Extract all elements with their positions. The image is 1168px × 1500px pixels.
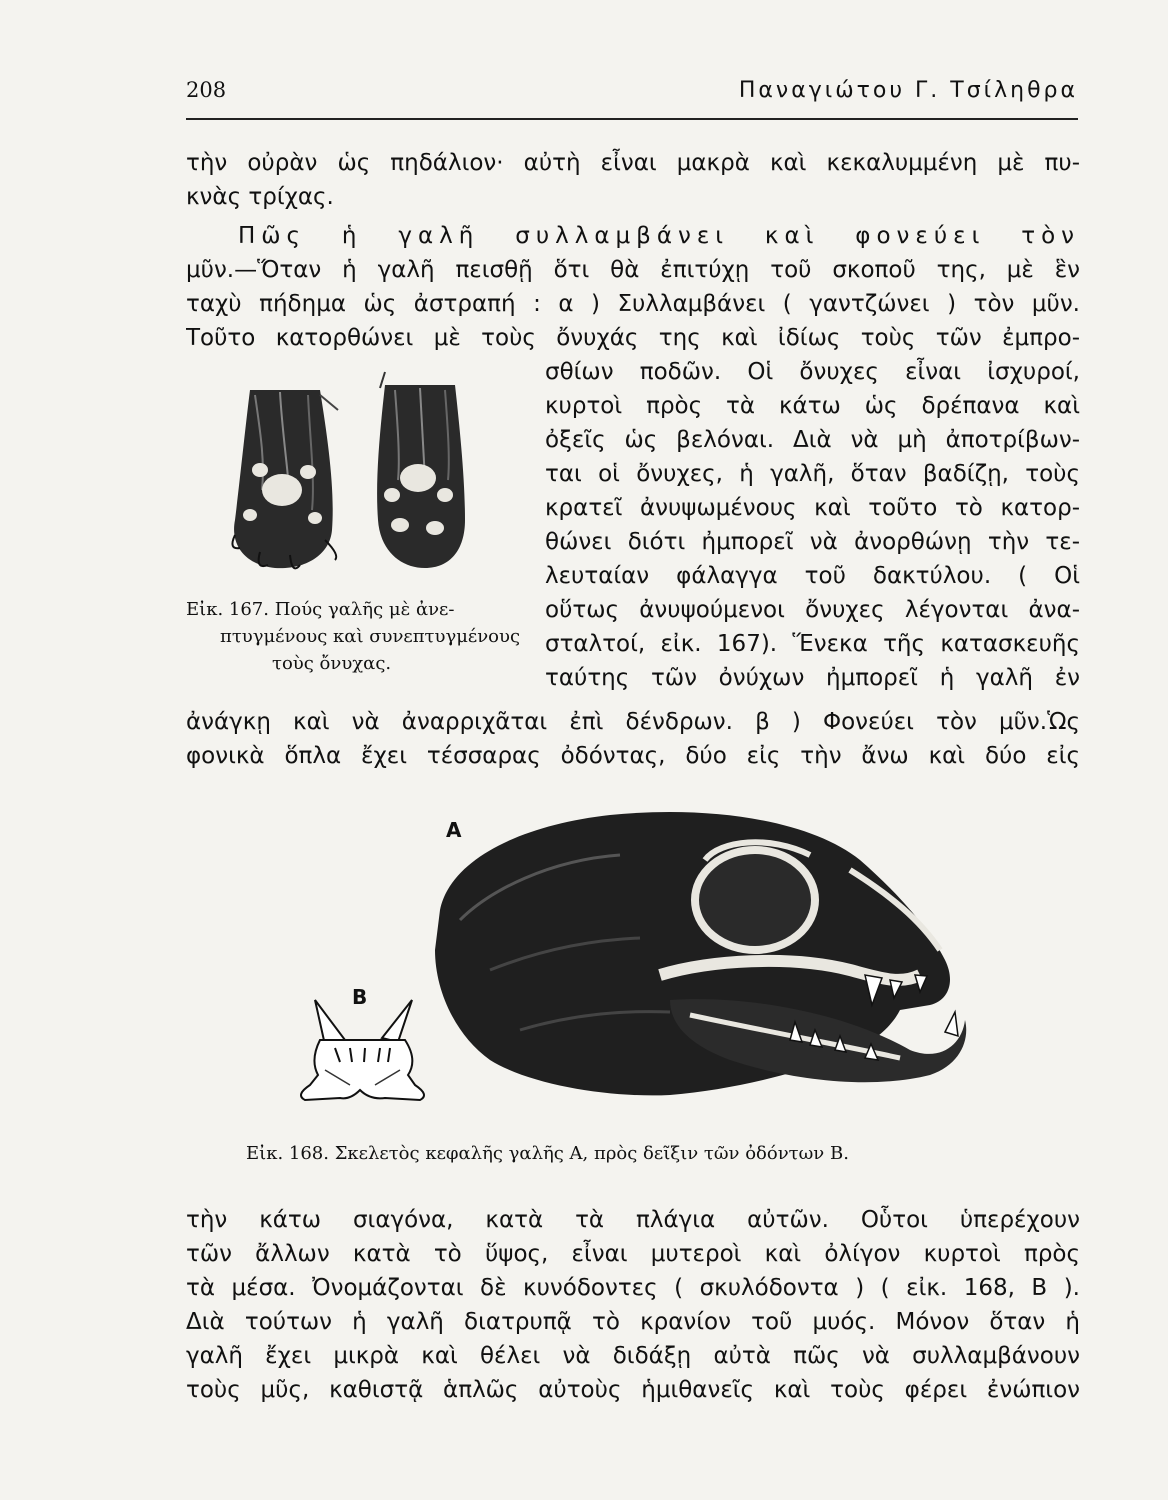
- running-title: Παναγιώτου Γ. Τσίληθρα: [738, 78, 1078, 103]
- caption-line: τοὺς ὄνυχας.: [272, 653, 392, 674]
- text-line: κρατεῖ ἀνυψωμένους καὶ τοῦτο τὸ κατορ-: [545, 495, 1080, 521]
- figure-168-caption: [246, 1140, 1066, 1167]
- page-header: [186, 78, 1078, 120]
- text-line: σθίων ποδῶν. Οἱ ὄνυχες εἶναι ἰσχυροί,: [545, 359, 1080, 385]
- figure-168-label-a: Α: [446, 818, 462, 842]
- figure-167-caption: [186, 596, 526, 677]
- figure-168-cat-skull: [290, 800, 980, 1130]
- text-line: ἀνάγκῃ καὶ νὰ ἀναρριχᾶται ἐπὶ δένδρων. β ) Φονεύει τὸν μῦν.Ὡς: [186, 709, 1080, 735]
- text-line: τῶν ἄλλων κατὰ τὸ ὕψος, εἶναι μυτεροὶ καὶ ὀλίγον κυρτοὶ πρὸς: [186, 1241, 1080, 1267]
- text-line: γαλῆ ἔχει μικρὰ καὶ θέλει νὰ διδάξῃ αὐτὰ πῶς νὰ συλλαμβάνουν: [186, 1343, 1080, 1369]
- continuation-paragraph: [186, 705, 1080, 773]
- text-line: σταλτοί, εἰκ. 167). Ἕνεκα τῆς κατασκευῆς: [545, 631, 1080, 657]
- text-line: ταύτης τῶν ὀνύχων ἠμπορεῖ ἡ γαλῆ ἐν: [545, 665, 1080, 691]
- figure-168-label-b: Β: [352, 985, 368, 1009]
- text-line: θώνει διότι ἠμπορεῖ νὰ ἀνορθώνῃ τὴν τε-: [545, 529, 1080, 555]
- text-line: μῦν.—Ὅταν ἡ γαλῆ πεισθῇ ὅτι θὰ ἐπιτύχῃ τοῦ σκοποῦ της, μὲ ἓν: [186, 257, 1080, 283]
- intro-paragraph: [186, 146, 1080, 214]
- text-line: κνὰς τρίχας.: [186, 184, 334, 210]
- caption-line: Εἰκ. 168. Σκελετὸς κεφαλῆς γαλῆς Α, πρὸς δεῖξιν τῶν ὀδόντων Β.: [246, 1143, 849, 1164]
- skull-a: [435, 812, 966, 1095]
- text-line: οὕτως ἀνυψούμενοι ὄνυχες λέγονται ἀνα-: [545, 597, 1080, 623]
- text-line: τὴν κάτω σιαγόνα, κατὰ τὰ πλάγια αὐτῶν. Οὗτοι ὑπερέχουν: [186, 1207, 1080, 1233]
- text-line: ὀξεῖς ὡς βελόναι. Διὰ νὰ μὴ ἀποτρίβων-: [545, 427, 1080, 453]
- final-paragraph: [186, 1203, 1080, 1407]
- page-number: 208: [186, 78, 227, 102]
- text-line: κυρτοὶ πρὸς τὰ κάτω ὡς δρέπανα καὶ: [545, 393, 1080, 419]
- paw-retracted-claws: [377, 372, 465, 568]
- text-line: Διὰ τούτων ἡ γαλῆ διατρυπᾷ τὸ κρανίον τοῦ μυός. Μόνον ὅταν ἡ: [186, 1309, 1080, 1335]
- text-line: τοὺς μῦς, καθιστᾷ ἁπλῶς αὐτοὺς ἡμιθανεῖς καὶ τοὺς φέρει ἐνώπιον: [186, 1377, 1080, 1403]
- teeth-detail-b: [301, 1000, 424, 1100]
- text-line: τὰ μέσα. Ὀνομάζονται δὲ κυνόδοντες ( σκυλόδοντα ) ( εἰκ. 168, Β ).: [186, 1275, 1080, 1301]
- text-line: Τοῦτο κατορθώνει μὲ τοὺς ὄνυχάς της καὶ ἰδίως τοὺς τῶν ἐμπρο-: [186, 325, 1080, 351]
- text-line: ται οἱ ὄνυχες, ἡ γαλῆ, ὅταν βαδίζῃ, τοὺς: [545, 461, 1080, 487]
- section-heading: Πῶς ἡ γαλῆ συλλαμβάνει καὶ φονεύει τὸν: [238, 223, 1080, 249]
- figure-167-cat-paws: [220, 370, 480, 585]
- text-line: τὴν οὐρὰν ὡς πηδάλιον· αὐτὴ εἶναι μακρὰ καὶ κεκαλυμμένη μὲ πυ-: [186, 150, 1080, 176]
- text-line: λευταίαν φάλαγγα τοῦ δακτύλου. ( Οἱ: [545, 563, 1080, 589]
- caption-line: Εἰκ. 167. Πούς γαλῆς μὲ ἀνε-: [186, 599, 455, 620]
- side-column-paragraph: [545, 355, 1080, 695]
- text-line: φονικὰ ὅπλα ἔχει τέσσαρας ὀδόντας, δύο εἰς τὴν ἄνω καὶ δύο εἰς: [186, 743, 1080, 769]
- paw-extended-claws: [232, 390, 338, 568]
- text-line: ταχὺ πήδημα ὡς ἀστραπή : α ) Συλλαμβάνει ( γαντζώνει ) τὸν μῦν.: [186, 291, 1080, 317]
- caption-line: πτυγμένους καὶ συνεπτυγμένους: [220, 626, 521, 647]
- section-paragraph: [186, 219, 1080, 355]
